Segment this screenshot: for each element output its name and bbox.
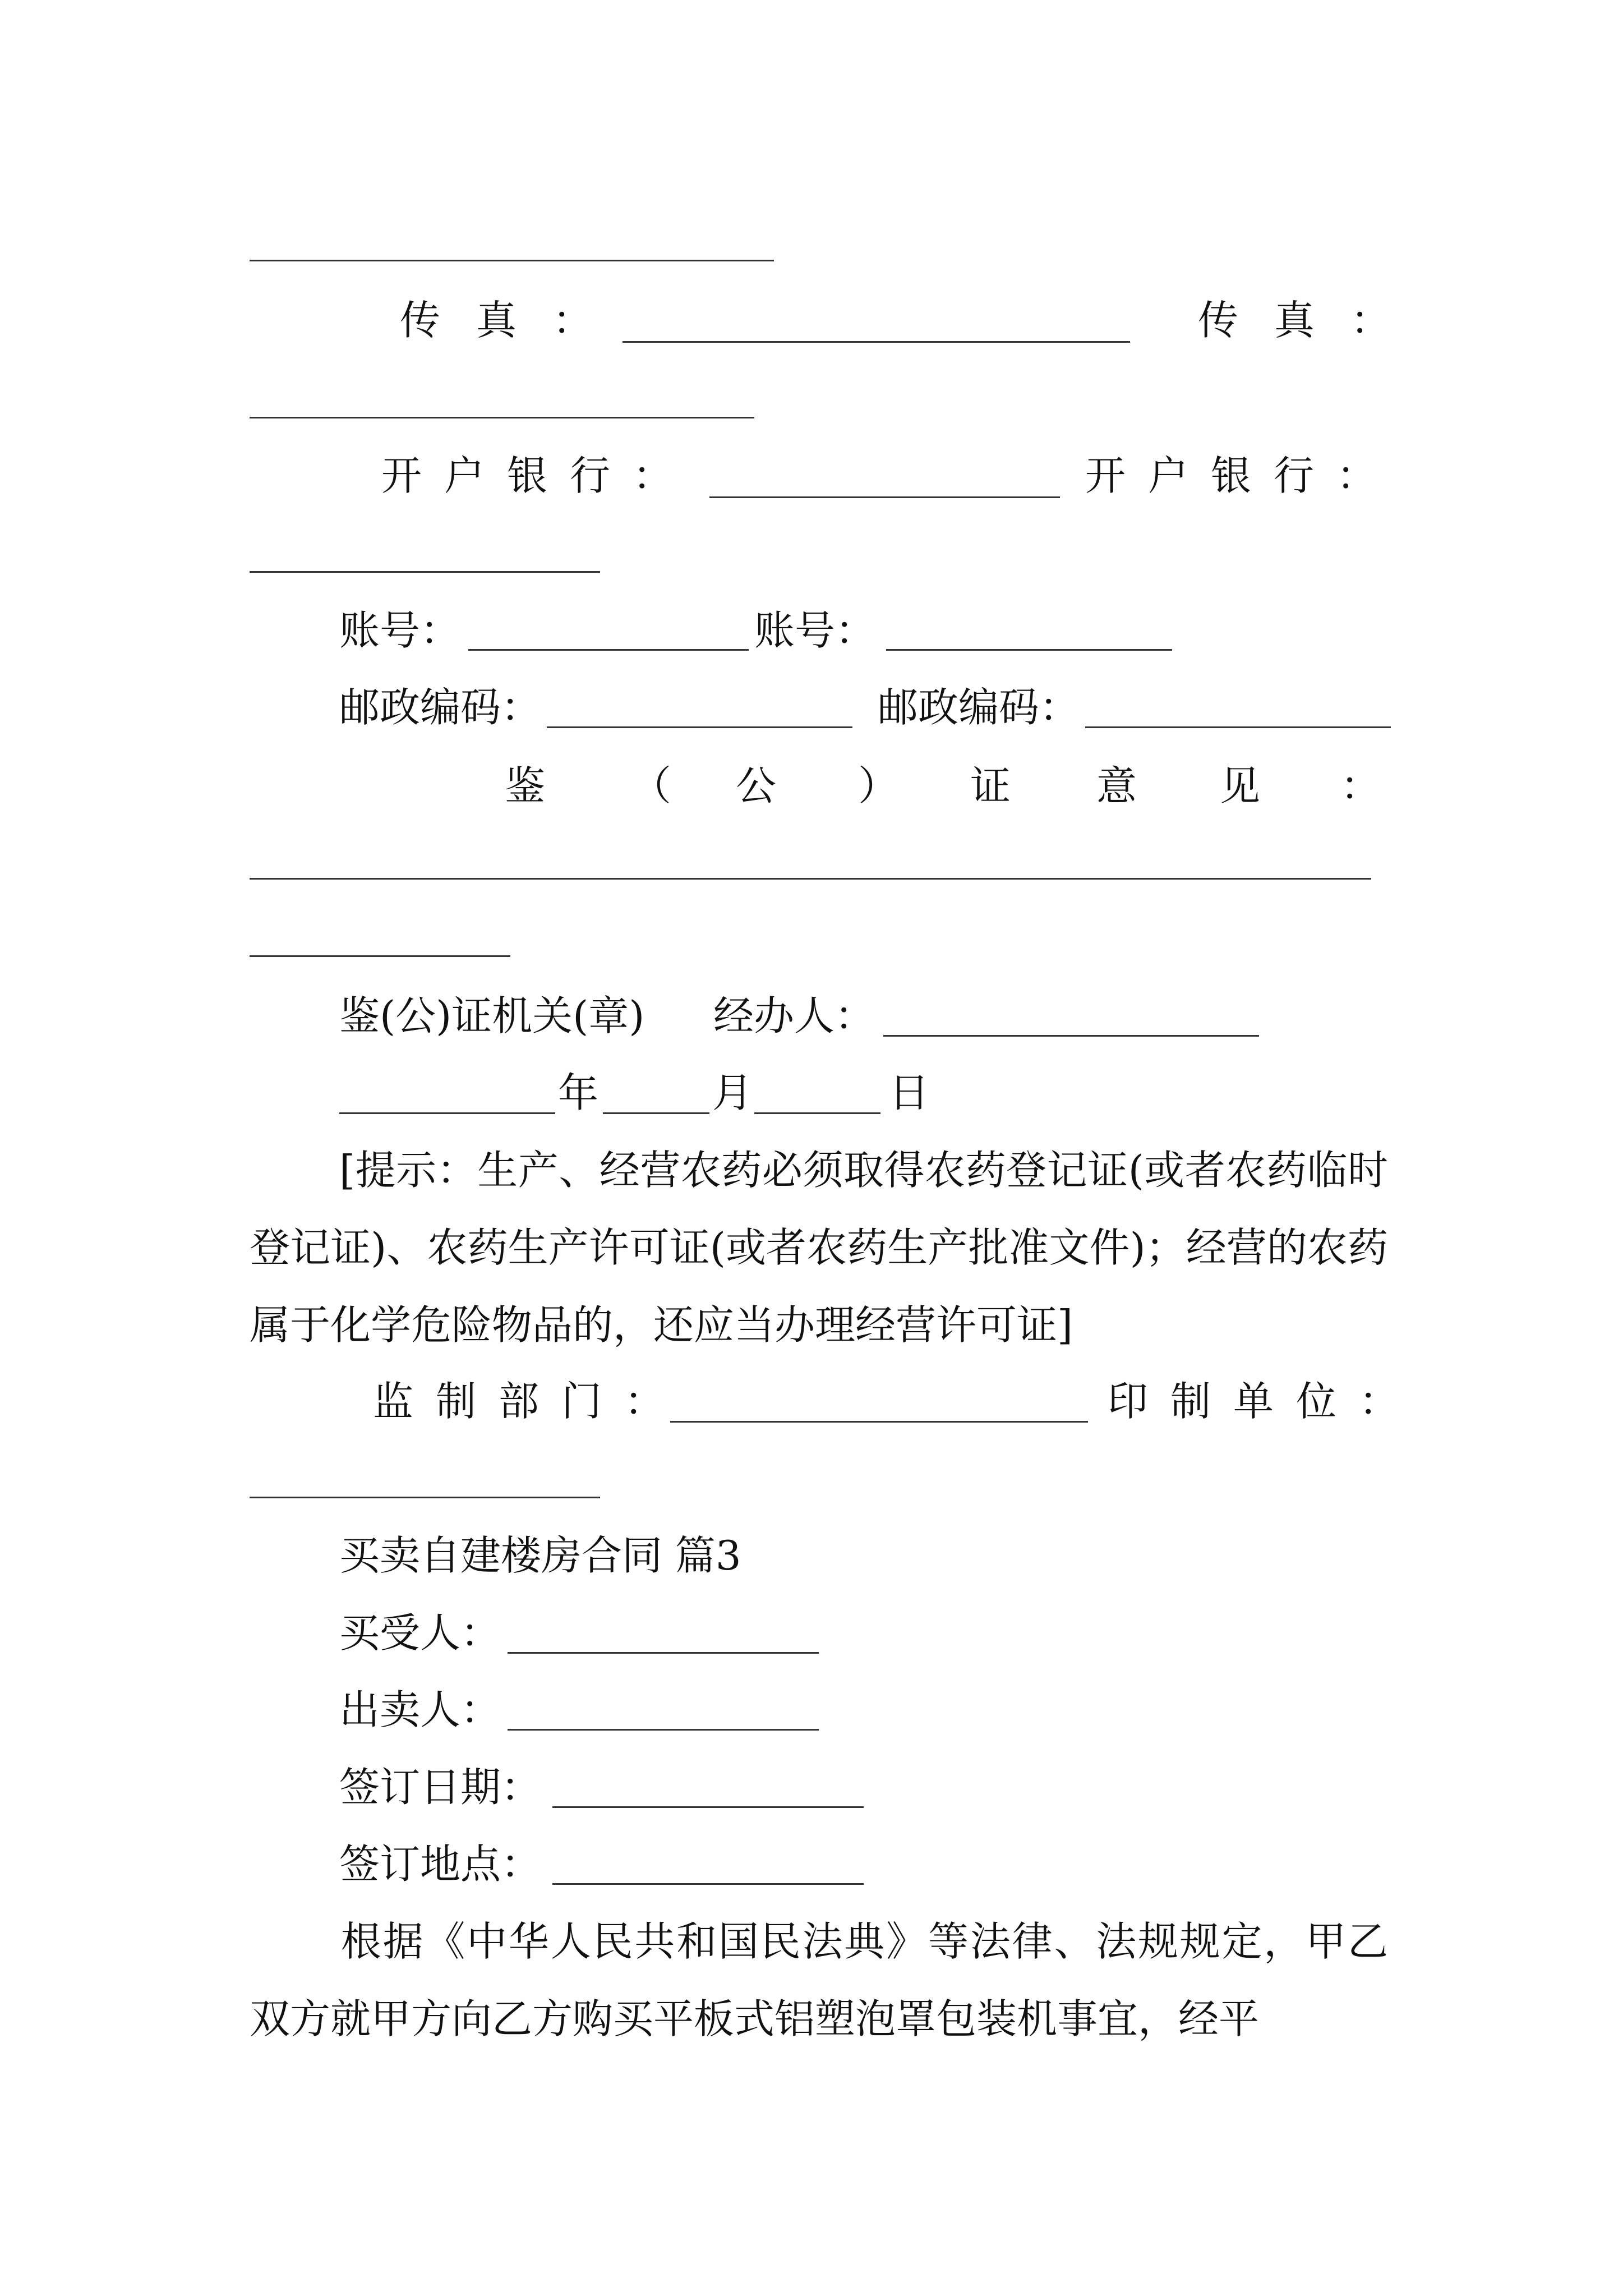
account-label-right: 账号： [754,607,876,654]
postal-blank-left [547,726,852,728]
notary-authority-label: 鉴(公)证机关(章) [339,992,645,1039]
notary-handler-blank [883,1035,1259,1037]
hint-paragraph [250,1131,1388,1364]
intro-paragraph [250,1903,1388,2058]
supervision-blank-right [250,1497,600,1498]
seller-label: 出卖人： [339,1686,501,1733]
notary-handler-label: 经办人： [713,992,875,1039]
notary-opinion-blank-1 [250,878,1371,880]
notary-opinion-char: 意 [1096,762,1137,809]
sign-place-label: 签订地点： [339,1841,542,1888]
date-month-blank [603,1112,709,1114]
notary-opinion-blank-2 [250,955,510,957]
buyer-blank [508,1652,819,1654]
sign-place-blank [552,1883,864,1885]
postal-label-left: 邮政编码： [339,684,542,731]
bank-blank-right [250,571,600,573]
date-day-label: 日 [889,1069,930,1116]
supervision-blank-left [670,1421,1088,1423]
notary-opinion-char: 鉴 [505,762,546,809]
bank-blank-left [709,496,1060,498]
notary-opinion-char: 证 [970,762,1011,809]
postal-blank-right [1085,726,1391,728]
notary-opinion-char: ） [858,762,899,809]
seller-blank [508,1729,819,1731]
notary-opinion-char: 公 [736,762,777,809]
date-month-label: 月 [712,1069,753,1116]
bank-label-right: 开户银行： [1085,452,1400,499]
date-year-label: 年 [558,1069,599,1116]
postal-label-right: 邮政编码： [878,684,1080,731]
account-blank-left [468,649,749,651]
fax-blank-left [623,341,1130,343]
sign-date-label: 签订日期： [339,1764,542,1811]
fax-label-left: 传真： [400,297,629,344]
fax-blank-right [250,417,754,418]
hint-text: [提示：生产、经营农药必须取得农药登记证(或者农药临时登记证)、农药生产许可证(或者农药生产批准文件)；经营的农药属于化学危险物品的，还应当办理经营许可证] [250,1147,1388,1349]
date-year-blank [339,1112,555,1114]
supervision-label-left: 监制部门： [373,1378,688,1425]
account-label-left: 账号： [339,607,461,654]
fax-label-right: 传真： [1198,297,1427,344]
supervision-label-right: 印制单位： [1108,1378,1422,1425]
intro-text: 根据《中华人民共和国民法典》等法律、法规规定，甲乙双方就甲方向乙方购买平板式铝塑泡罩包装机事宜，经平 [250,1918,1388,2042]
section-title: 买卖自建楼房合同 篇3 [339,1532,741,1579]
notary-opinion-char: ： [1340,762,1381,809]
buyer-label: 买受人： [339,1609,501,1657]
blank-line [250,260,774,261]
notary-opinion-char: 见 [1220,762,1261,809]
notary-opinion-char: （ [631,762,672,809]
account-blank-right [886,649,1172,651]
date-day-blank [754,1112,880,1114]
bank-label-left: 开户银行： [381,452,696,499]
sign-date-blank [552,1806,864,1808]
